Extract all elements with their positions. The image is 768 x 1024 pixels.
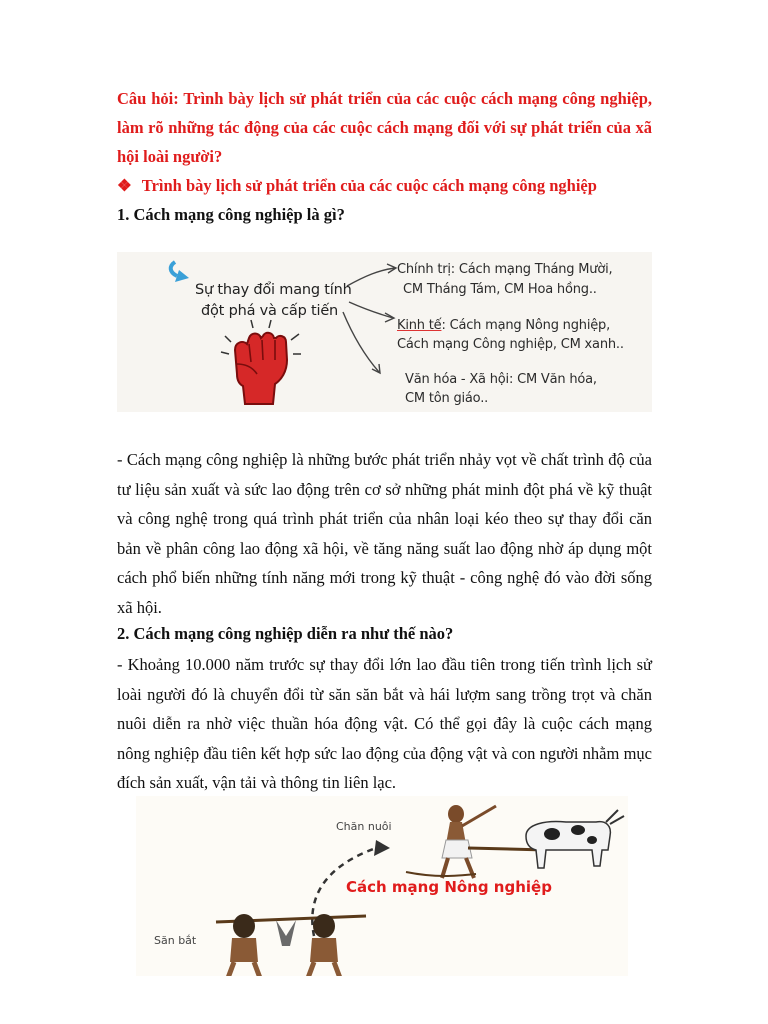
economy-line2: Cách mạng Công nghiệp, CM xanh..	[397, 337, 624, 352]
culture-line1: Văn hóa - Xã hội: CM Văn hóa,	[405, 372, 597, 387]
arrow-to-culture	[343, 312, 379, 372]
ox-icon	[526, 810, 624, 868]
blue-curved-arrow-icon	[171, 262, 177, 276]
bullet-heading	[117, 174, 652, 198]
culture-line2: CM tôn giáo..	[405, 391, 489, 406]
revolution-mindmap-figure	[117, 252, 652, 412]
arrow-to-politics	[347, 268, 395, 286]
politics-line1: Chính trị: Cách mạng Tháng Mười,	[397, 262, 613, 277]
dashed-arrowhead	[374, 840, 390, 856]
agriculture-revolution-figure	[136, 796, 628, 976]
raised-fist-icon	[221, 320, 301, 404]
economy-line1-text: : Cách mạng Nông nghiệp,	[441, 318, 611, 333]
arrow-to-economy	[349, 302, 393, 318]
hunters-icon	[216, 914, 366, 976]
label-animal-husbandry: Chăn nuôi	[336, 820, 392, 833]
politics-line2: CM Tháng Tám, CM Hoa hồng..	[403, 282, 597, 297]
center-line1: Sự thay đổi mang tính	[195, 282, 352, 298]
paragraph-definition: - Cách mạng công nghiệp là những bước phát triển nhảy vọt về chất trình độ của tư liệu sản xuất và sức lao động trên cơ sở những phát minh đột phá về kỹ thuật và công nghệ trong quá trình phát triển của nhân loại kéo theo sự thay đổi căn bản về phân công lao động xã hội, về tăng năng suất lao động nhờ áp dụng một cách phổ biến những tính năng mới trong kỹ thuật - công nghệ đó vào đời sống xã hội.	[117, 450, 652, 617]
center-line2: đột phá và cấp tiến	[201, 303, 339, 319]
label-hunting: Săn bắt	[154, 934, 197, 947]
section2-heading: 2. Cách mạng công nghiệp diễn ra như thế nào?	[117, 624, 454, 643]
diamond-bullet-icon: ❖	[117, 176, 132, 195]
economy-line1	[397, 316, 610, 335]
farmer-plough-icon	[406, 805, 546, 878]
question-text: Câu hỏi: Trình bày lịch sử phát triển của các cuộc cách mạng công nghiệp, làm rõ những tác động của các cuộc cách mạng đối với sự phát triển của xã hội loài người?	[117, 89, 652, 166]
bullet-heading-text: Trình bày lịch sử phát triển của các cuộc cách mạng công nghiệp	[141, 176, 597, 195]
blue-arrowhead	[175, 270, 189, 282]
economy-prefix: Kinh tế	[397, 318, 442, 333]
agri-revolution-title: Cách mạng Nông nghiệp	[346, 878, 552, 896]
section1-heading: 1. Cách mạng công nghiệp là gì?	[117, 205, 345, 224]
paragraph-history: - Khoảng 10.000 năm trước sự thay đổi lớn lao đầu tiên trong tiến trình lịch sử loài người đó là chuyển đổi từ săn săn bắt và hái lượm sang trồng trọt và chăn nuôi diễn ra nhờ việc thuần hóa động vật. Có thể gọi đây là cuộc cách mạng nông nghiệp đầu tiên kết hợp sức lao động của động vật và con người nhằm mục đích sản xuất, vận tải và thông tin liên lạc.	[117, 655, 652, 792]
